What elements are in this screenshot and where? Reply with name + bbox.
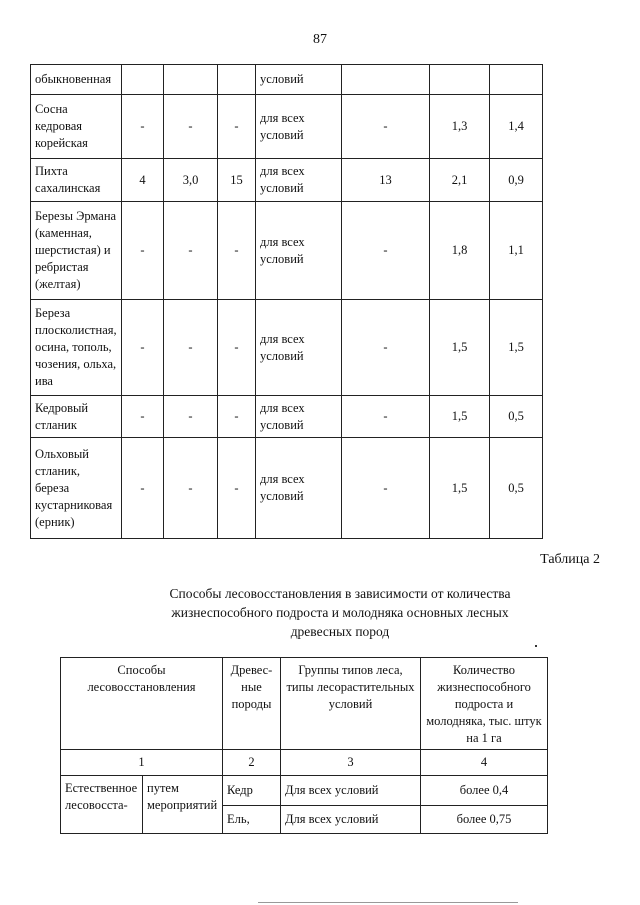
amount-cell: более 0,75	[421, 806, 548, 834]
header-methods: Способы лесовосстановления	[61, 658, 223, 750]
value-cell: 2,1	[430, 159, 490, 202]
value-cell: 1,8	[430, 202, 490, 300]
table-title: Способы лесовосстановления в зависимости от количества жизнеспособного подроста и молодняка основных лесных древесных пород	[169, 586, 511, 639]
value-cell: -	[164, 438, 218, 539]
conditions-cell: для всех условий	[256, 95, 342, 159]
value-cell: 1,5	[490, 300, 543, 396]
species-cell: Ольховый стланик, береза кустарниковая (ерник)	[31, 438, 122, 539]
value-cell: -	[122, 300, 164, 396]
value-cell: -	[218, 95, 256, 159]
species-cell: Ель,	[223, 806, 281, 834]
method-cell: Естественное лесовосста-	[61, 776, 143, 834]
value-cell: -	[342, 95, 430, 159]
column-number: 1	[61, 750, 223, 776]
column-number: 2	[223, 750, 281, 776]
value-cell: 15	[218, 159, 256, 202]
value-cell: -	[218, 438, 256, 539]
amount-cell: более 0,4	[421, 776, 548, 806]
species-cell: обыкновенная	[31, 65, 122, 95]
table-row	[31, 159, 543, 202]
value-cell: 13	[342, 159, 430, 202]
table-row	[61, 776, 548, 806]
species-cell: Кедровый стланик	[31, 396, 122, 438]
header-row	[61, 658, 548, 750]
value-cell: -	[218, 396, 256, 438]
method-detail-cell: путем мероприятий	[143, 776, 223, 834]
scan-dot	[535, 645, 537, 647]
species-cell: Сосна кедровая корейская	[31, 95, 122, 159]
value-cell: -	[164, 95, 218, 159]
value-cell: 1,5	[430, 396, 490, 438]
value-cell	[490, 65, 543, 95]
value-cell: 1,4	[490, 95, 543, 159]
species-cell: Березы Эрмана (каменная, шерстистая) и ребристая (желтая)	[31, 202, 122, 300]
value-cell: -	[342, 396, 430, 438]
species-cell: Пихта сахалинская	[31, 159, 122, 202]
conditions-cell: для всех условий	[256, 396, 342, 438]
value-cell: -	[218, 300, 256, 396]
column-number: 4	[421, 750, 548, 776]
value-cell: -	[164, 396, 218, 438]
value-cell: -	[218, 202, 256, 300]
table-row	[31, 65, 543, 95]
reforestation-table	[60, 657, 548, 834]
value-cell	[164, 65, 218, 95]
conditions-cell: для всех условий	[256, 159, 342, 202]
value-cell: -	[342, 300, 430, 396]
conditions-cell: для всех условий	[256, 202, 342, 300]
value-cell	[122, 65, 164, 95]
column-numbers-row	[61, 750, 548, 776]
conditions-cell: условий	[256, 65, 342, 95]
species-table	[30, 64, 543, 539]
header-forest-types: Группы типов леса, типы лесорастительных условий	[281, 658, 421, 750]
value-cell: -	[164, 202, 218, 300]
value-cell: -	[122, 438, 164, 539]
value-cell: 0,5	[490, 438, 543, 539]
value-cell: -	[342, 202, 430, 300]
table-row	[31, 202, 543, 300]
table-row	[31, 95, 543, 159]
value-cell: 4	[122, 159, 164, 202]
value-cell: 0,5	[490, 396, 543, 438]
header-quantity: Количество жизнеспособного подроста и молодняка, тыс. штук на 1 га	[421, 658, 548, 750]
table-row	[31, 396, 543, 438]
header-species: Древес-ные породы	[223, 658, 281, 750]
page-number: 87	[313, 32, 327, 47]
value-cell: 1,5	[430, 300, 490, 396]
value-cell: -	[342, 438, 430, 539]
value-cell: 0,9	[490, 159, 543, 202]
conditions-cell: Для всех условий	[281, 776, 421, 806]
value-cell: -	[164, 300, 218, 396]
species-cell: Кедр	[223, 776, 281, 806]
conditions-cell: для всех условий	[256, 438, 342, 539]
species-cell: Береза плосколистная, осина, тополь, чозения, ольха, ива	[31, 300, 122, 396]
value-cell	[218, 65, 256, 95]
table-row	[31, 300, 543, 396]
value-cell	[342, 65, 430, 95]
table-row	[31, 438, 543, 539]
conditions-cell: для всех условий	[256, 300, 342, 396]
scan-edge-line	[258, 902, 518, 903]
value-cell: -	[122, 95, 164, 159]
value-cell	[430, 65, 490, 95]
column-number: 3	[281, 750, 421, 776]
value-cell: 3,0	[164, 159, 218, 202]
table-label: Таблица 2	[540, 552, 600, 567]
value-cell: 1,5	[430, 438, 490, 539]
value-cell: -	[122, 202, 164, 300]
conditions-cell: Для всех условий	[281, 806, 421, 834]
value-cell: 1,3	[430, 95, 490, 159]
value-cell: 1,1	[490, 202, 543, 300]
value-cell: -	[122, 396, 164, 438]
